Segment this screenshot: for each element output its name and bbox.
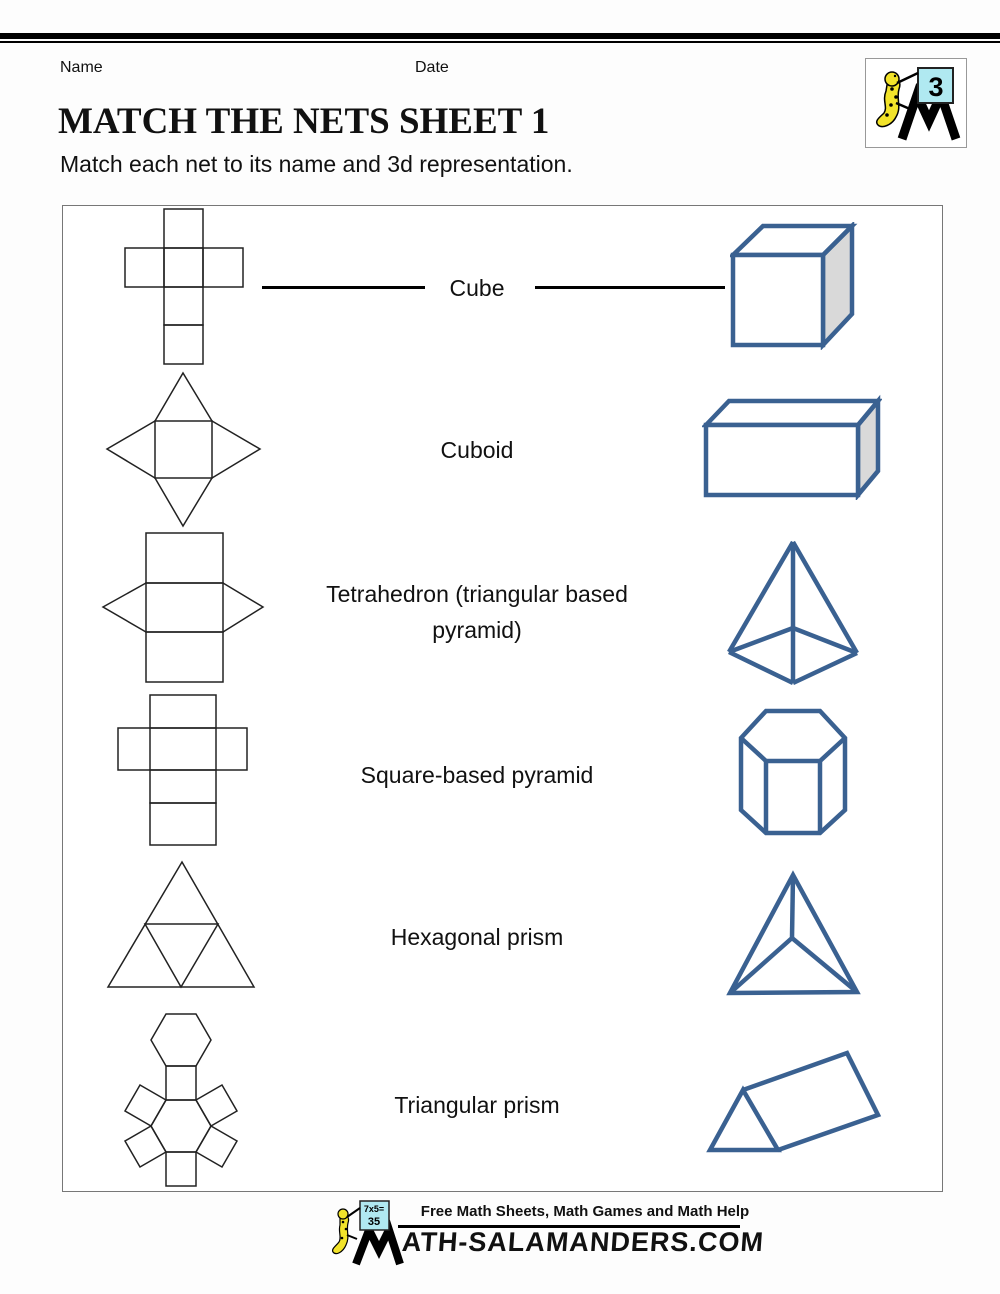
top-rule-thin [0, 41, 1000, 43]
footer-board-line1: 7x5= [363, 1204, 385, 1214]
top-rule-thick [0, 33, 1000, 39]
salamander-logo-box [865, 58, 967, 148]
page-subtitle: Match each net to its name and 3d representation. [60, 151, 573, 177]
footer-tagline: Free Math Sheets, Math Games and Math Help [420, 1203, 750, 1220]
shape-name-square-based-pyramid: Square-based pyramid [360, 762, 594, 788]
tetrahedron-net-figure [100, 857, 262, 992]
shape-name-cube: Cube [449, 275, 505, 301]
triangular-prism-solid-figure [705, 1048, 883, 1155]
page-title: MATCH THE NETS SHEET 1 [58, 101, 550, 142]
square-based-pyramid-solid-figure [722, 536, 864, 690]
footer-salamander-logo-icon [328, 1198, 406, 1270]
hexagonal-prism-net-figure [120, 1012, 245, 1188]
salamander-logo-icon [866, 59, 966, 147]
level-badge: 3 [928, 72, 944, 102]
shape-name-hexagonal-prism: Hexagonal prism [390, 924, 564, 950]
square-based-pyramid-net-figure [100, 368, 268, 532]
hexagonal-prism-solid-figure [735, 705, 851, 839]
footer-board-line2: 35 [367, 1216, 381, 1228]
cuboid-net-figure [112, 690, 252, 850]
name-label: Name [60, 59, 103, 76]
m-logo-icon [356, 1230, 400, 1264]
shape-name-cuboid: Cuboid [440, 437, 514, 463]
cuboid-solid-figure [702, 392, 882, 500]
cube-solid-figure [730, 222, 858, 350]
tetrahedron-solid-figure [723, 870, 862, 998]
answer-line-right [535, 286, 725, 289]
site-name: ATH-SALAMANDERS.COM [400, 1227, 766, 1257]
salamander-icon [333, 1208, 360, 1254]
cube-net-figure [120, 206, 250, 368]
shape-name-tetrahedron: Tetrahedron (triangular based pyramid) [326, 581, 628, 643]
shape-name-triangular-prism: Triangular prism [394, 1092, 560, 1118]
date-label: Date [415, 59, 449, 76]
triangular-prism-net-figure [98, 528, 268, 687]
